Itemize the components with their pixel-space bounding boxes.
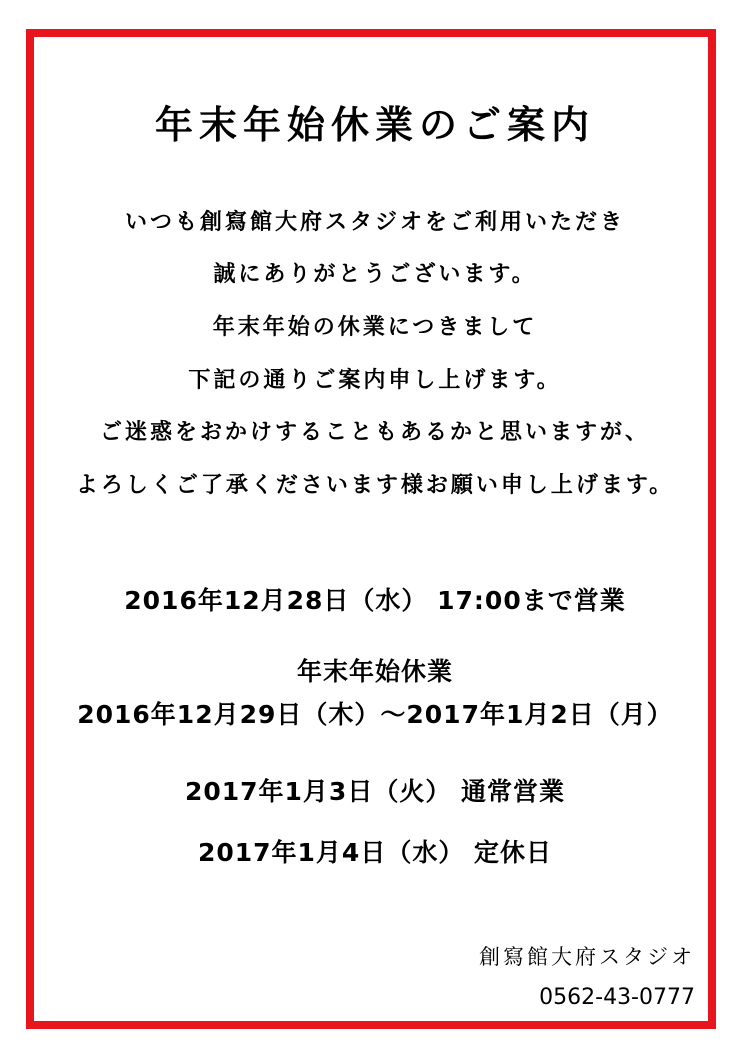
schedule-reopen: 2017年1月3日（火） 通常営業 (184, 777, 566, 806)
schedule-last-day: 2016年12月28日（水） 17:00まで営業 (124, 586, 626, 615)
red-border-frame (26, 29, 716, 1029)
schedule-regular-closed: 2017年1月4日（水） 定休日 (197, 838, 553, 867)
schedule-holiday-heading: 年末年始休業 (296, 657, 453, 686)
body-line-2: 誠にありがとうございます。 (213, 262, 537, 287)
body-line-1: いつも創寫館大府スタジオをご利用いただき (124, 210, 625, 235)
notice-title: 年末年始休業のご案内 (154, 102, 595, 147)
body-line-6: よろしくご了承くださいます様お願い申し上げます。 (75, 473, 675, 498)
phone-number: 0562-43-0777 (539, 985, 695, 1010)
body-line-3: 年末年始の休業につきまして (212, 315, 538, 340)
body-line-5: ご迷惑をおかけすることもあるかと思いますが、 (99, 420, 650, 445)
schedule-holiday-range: 2016年12月29日（木）〜2017年1月2日（月） (77, 700, 673, 729)
studio-name: 創寫館大府スタジオ (479, 945, 695, 969)
body-line-4: 下記の通りご案内申し上げます。 (188, 368, 562, 393)
